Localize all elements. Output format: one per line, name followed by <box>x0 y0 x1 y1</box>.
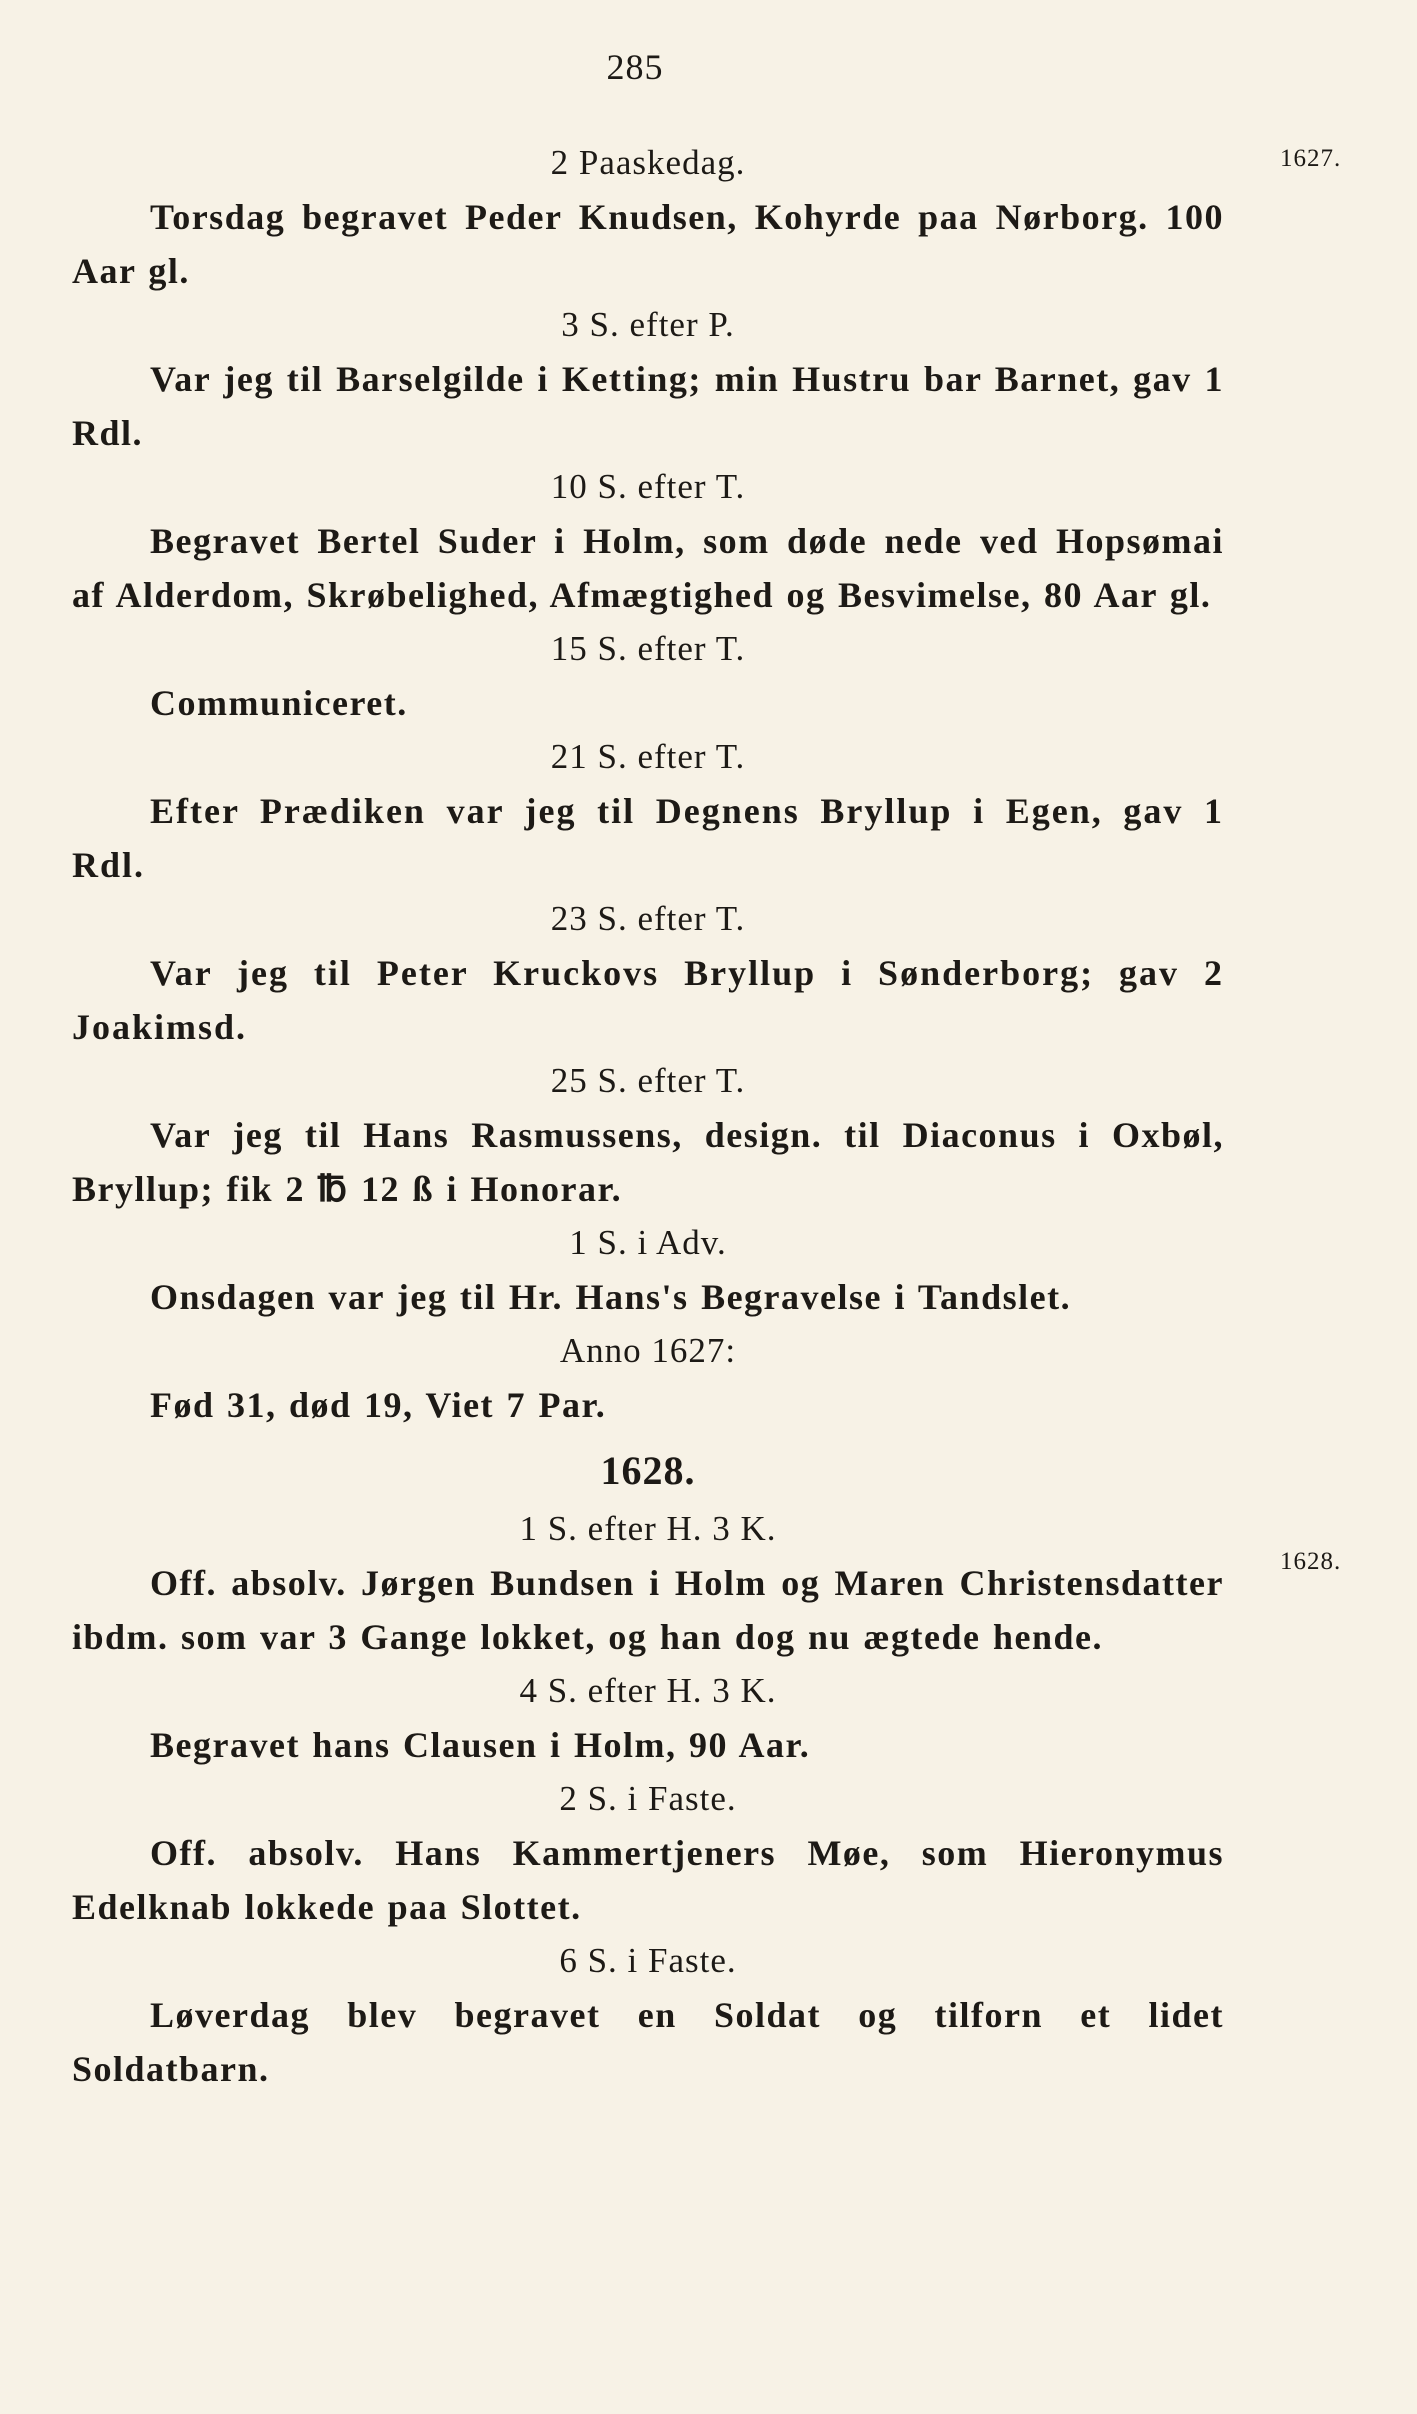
entry-heading: 1 S. i Adv. <box>569 1223 727 1262</box>
page-number: 285 <box>606 47 664 87</box>
year-heading: 1628. <box>600 1448 696 1493</box>
entry-heading: 2 S. i Faste. <box>559 1779 737 1818</box>
margin-year-1627: 1627. <box>1280 145 1342 172</box>
entry-heading: 1 S. efter H. 3 K. <box>519 1509 777 1548</box>
entry-heading: 4 S. efter H. 3 K. <box>519 1671 777 1710</box>
entry-heading: Anno 1627: <box>559 1331 737 1370</box>
entry-heading: 6 S. i Faste. <box>559 1941 737 1980</box>
entry-heading: 21 S. efter T. <box>550 737 746 776</box>
entry-heading: 10 S. efter T. <box>550 467 746 506</box>
entry-text: Fød 31, død 19, Viet 7 Par. <box>150 1385 607 1425</box>
entry-text: Off. absolv. Hans Kammertjeners Møe, som Hieronymus Edelknab lokkede paa Slottet. <box>72 1833 1224 1927</box>
entry-text: Off. absolv. Jørgen Bundsen i Holm og Maren Christensdatter ibdm. som var 3 Gange lokket, og han dog nu ægtede hende. <box>72 1563 1224 1657</box>
entry-text: Var jeg til Hans Rasmussens, design. til Diaconus i Oxbøl, Bryllup; fik 2 ℔ 12 ß i Honorar. <box>72 1115 1224 1209</box>
body-text <box>72 136 1224 2096</box>
entry-heading: 23 S. efter T. <box>550 899 746 938</box>
margin-year-1628: 1628. <box>1280 1548 1342 1575</box>
entry-text: Communiceret. <box>150 683 408 723</box>
entry-text: Begravet hans Clausen i Holm, 90 Aar. <box>150 1725 811 1765</box>
entry-text: Torsdag begravet Peder Knudsen, Kohyrde paa Nørborg. 100 Aar gl. <box>72 197 1224 291</box>
entry-heading: 25 S. efter T. <box>550 1061 746 1100</box>
entry-text: Onsdagen var jeg til Hr. Hans's Begravelse i Tandslet. <box>150 1277 1072 1317</box>
entry-heading: 3 S. efter P. <box>561 305 735 344</box>
entry-heading: 2 Paaskedag. <box>550 143 746 182</box>
entry-text: Var jeg til Barselgilde i Ketting; min Hustru bar Barnet, gav 1 Rdl. <box>72 359 1224 453</box>
entry-text: Efter Prædiken var jeg til Degnens Bryllup i Egen, gav 1 Rdl. <box>72 791 1224 885</box>
entry-text: Løverdag blev begravet en Soldat og tilforn et lidet Soldatbarn. <box>72 1995 1224 2089</box>
entry-heading: 15 S. efter T. <box>550 629 746 668</box>
entry-text: Begravet Bertel Suder i Holm, som døde nede ved Hopsømai af Alderdom, Skrøbelighed, Afmægtighed og Besvimelse, 80 Aar gl. <box>72 521 1224 615</box>
entry-text: Var jeg til Peter Kruckovs Bryllup i Sønderborg; gav 2 Joakimsd. <box>72 953 1224 1047</box>
